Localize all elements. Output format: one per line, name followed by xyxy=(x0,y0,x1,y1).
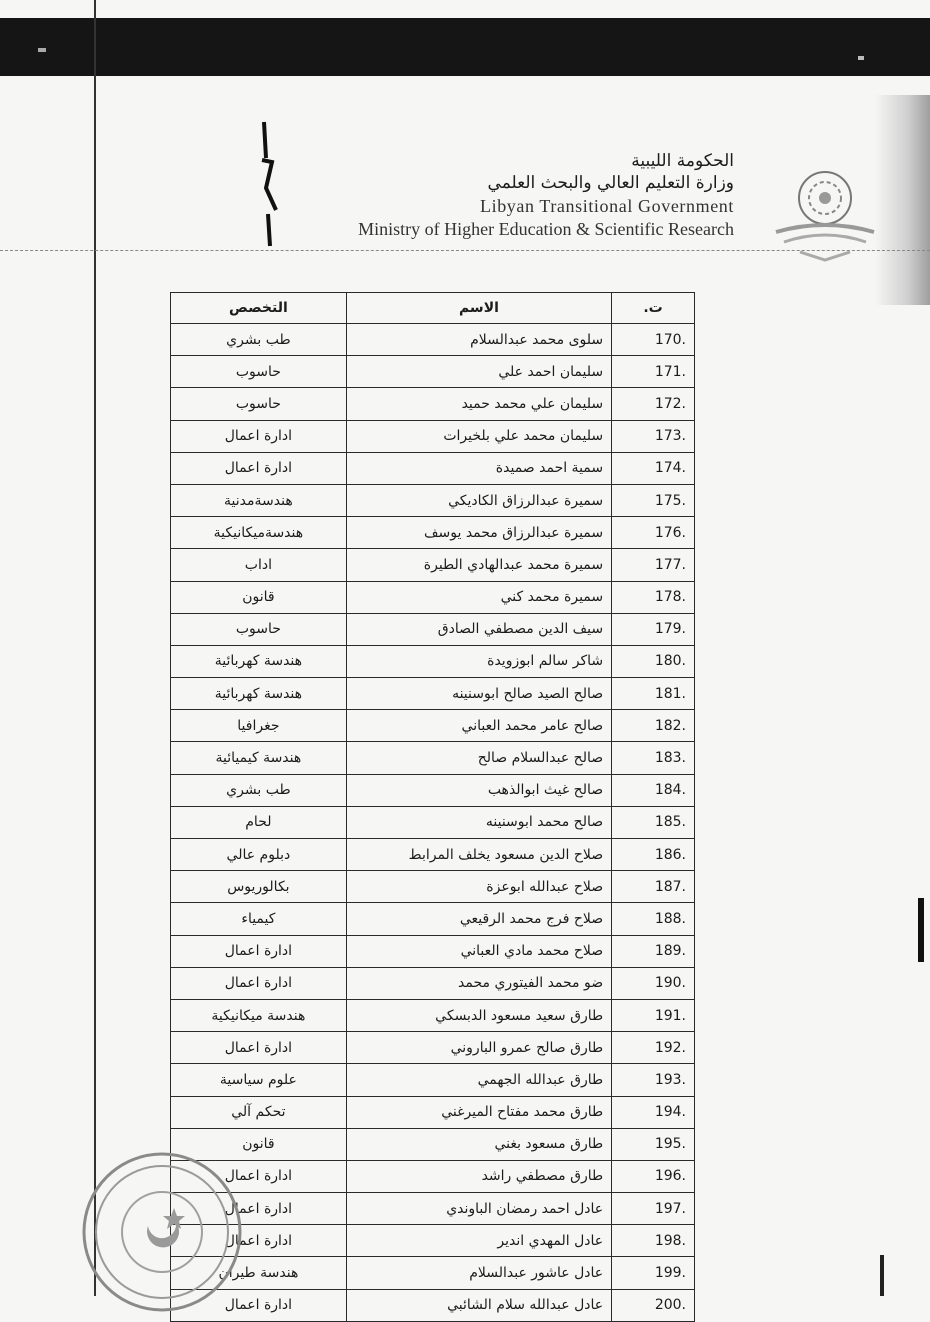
handwritten-mark xyxy=(258,118,280,248)
row-number: 189. xyxy=(612,935,695,967)
row-name: سيف الدين مصطفي الصادق xyxy=(346,613,611,645)
row-specialization: ادارة اعمال xyxy=(171,1160,347,1192)
row-number: 196. xyxy=(612,1160,695,1192)
row-name: عادل عبدالله سلام الشائبي xyxy=(346,1289,611,1321)
row-specialization: هندسةمدنية xyxy=(171,484,347,516)
row-specialization: طب بشري xyxy=(171,774,347,806)
row-number: 177. xyxy=(612,549,695,581)
row-specialization: تحكم آلي xyxy=(171,1096,347,1128)
table-row xyxy=(171,1064,695,1096)
column-header-number: ت. xyxy=(612,293,695,324)
row-specialization: هندسة كهربائية xyxy=(171,678,347,710)
table-header-row xyxy=(171,293,695,324)
letterhead xyxy=(358,150,734,240)
table-row xyxy=(171,1096,695,1128)
table-row xyxy=(171,967,695,999)
table-row xyxy=(171,935,695,967)
table-row xyxy=(171,710,695,742)
row-number: 170. xyxy=(612,324,695,356)
row-name: ضو محمد الفيتوري محمد xyxy=(346,967,611,999)
row-specialization: حاسوب xyxy=(171,613,347,645)
row-name: صالح غيث ابوالذهب xyxy=(346,774,611,806)
row-number: 180. xyxy=(612,645,695,677)
scan-margin-line xyxy=(94,0,96,1296)
row-specialization: ادارة اعمال xyxy=(171,1289,347,1321)
table-row xyxy=(171,774,695,806)
row-specialization: بكالوريوس xyxy=(171,871,347,903)
table-row xyxy=(171,806,695,838)
table-row xyxy=(171,999,695,1031)
row-specialization: علوم سياسية xyxy=(171,1064,347,1096)
column-header-specialization: التخصص xyxy=(171,293,347,324)
row-number: 190. xyxy=(612,967,695,999)
column-header-name: الاسم xyxy=(346,293,611,324)
row-specialization: اداب xyxy=(171,549,347,581)
scan-top-bar xyxy=(0,18,930,76)
table-row xyxy=(171,1289,695,1321)
row-specialization: هندسةميكانيكية xyxy=(171,517,347,549)
row-specialization: ادارة اعمال xyxy=(171,452,347,484)
table-row xyxy=(171,1193,695,1225)
english-government: Libyan Transitional Government xyxy=(480,196,734,216)
row-specialization: ادارة اعمال xyxy=(171,420,347,452)
row-name: سليمان احمد علي xyxy=(346,356,611,388)
row-name: طارق عبدالله الجهمي xyxy=(346,1064,611,1096)
row-specialization: ادارة اعمال xyxy=(171,1225,347,1257)
table-row xyxy=(171,1257,695,1289)
table-row xyxy=(171,324,695,356)
scan-edge-mark xyxy=(880,1255,884,1296)
row-number: 171. xyxy=(612,356,695,388)
row-name: سميرة عبدالرزاق الكاديكي xyxy=(346,484,611,516)
row-specialization: ادارة اعمال xyxy=(171,935,347,967)
row-number: 178. xyxy=(612,581,695,613)
row-specialization: ادارة اعمال xyxy=(171,1032,347,1064)
table-row xyxy=(171,1032,695,1064)
row-name: سليمان علي محمد حميد xyxy=(346,388,611,420)
row-specialization: ادارة اعمال xyxy=(171,1193,347,1225)
row-number: 175. xyxy=(612,484,695,516)
row-number: 197. xyxy=(612,1193,695,1225)
table-row xyxy=(171,678,695,710)
row-number: 183. xyxy=(612,742,695,774)
row-name: صلاح فرج محمد الرقيعي xyxy=(346,903,611,935)
scan-edge-shadow xyxy=(875,95,930,305)
row-name: سمية احمد صميدة xyxy=(346,452,611,484)
header-divider xyxy=(0,250,930,251)
table-row xyxy=(171,1128,695,1160)
row-name: طارق مسعود بغني xyxy=(346,1128,611,1160)
row-number: 193. xyxy=(612,1064,695,1096)
table-row xyxy=(171,356,695,388)
row-name: صالح محمد ابوسنينه xyxy=(346,806,611,838)
row-name: صلاح الدين مسعود يخلف المرابط xyxy=(346,839,611,871)
table-row xyxy=(171,871,695,903)
table-row xyxy=(171,420,695,452)
row-specialization: كيمياء xyxy=(171,903,347,935)
row-specialization: قانون xyxy=(171,581,347,613)
row-number: 192. xyxy=(612,1032,695,1064)
row-name: طارق مصطفي راشد xyxy=(346,1160,611,1192)
scan-speck xyxy=(858,56,864,60)
row-name: صلاح محمد مادي العباني xyxy=(346,935,611,967)
row-number: 185. xyxy=(612,806,695,838)
table-row xyxy=(171,839,695,871)
row-number: 181. xyxy=(612,678,695,710)
names-table xyxy=(170,292,695,1322)
official-stamp xyxy=(78,1148,246,1316)
row-specialization: دبلوم عالي xyxy=(171,839,347,871)
row-number: 174. xyxy=(612,452,695,484)
row-number: 176. xyxy=(612,517,695,549)
row-number: 195. xyxy=(612,1128,695,1160)
row-specialization: قانون xyxy=(171,1128,347,1160)
row-number: 191. xyxy=(612,999,695,1031)
row-name: عادل عاشور عبدالسلام xyxy=(346,1257,611,1289)
row-number: 188. xyxy=(612,903,695,935)
row-name: صالح عبدالسلام صالح xyxy=(346,742,611,774)
table-row xyxy=(171,1160,695,1192)
table-row xyxy=(171,388,695,420)
row-name: سليمان محمد علي بلخيرات xyxy=(346,420,611,452)
row-number: 187. xyxy=(612,871,695,903)
table-row xyxy=(171,484,695,516)
table-row xyxy=(171,613,695,645)
row-number: 194. xyxy=(612,1096,695,1128)
scan-speck xyxy=(38,48,46,52)
row-name: سميرة محمد عبدالهادي الطيرة xyxy=(346,549,611,581)
row-name: سميرة عبدالرزاق محمد يوسف xyxy=(346,517,611,549)
table-row xyxy=(171,549,695,581)
table-body xyxy=(171,324,695,1322)
row-number: 179. xyxy=(612,613,695,645)
row-number: 184. xyxy=(612,774,695,806)
row-specialization: طب بشري xyxy=(171,324,347,356)
row-name: صلاح عبدالله ابوعزة xyxy=(346,871,611,903)
row-specialization: حاسوب xyxy=(171,388,347,420)
row-name: شاكر سالم ابوزويدة xyxy=(346,645,611,677)
row-specialization: هندسة كيميائية xyxy=(171,742,347,774)
scan-edge-mark xyxy=(918,898,924,962)
row-number: 173. xyxy=(612,420,695,452)
row-number: 198. xyxy=(612,1225,695,1257)
arabic-ministry: وزارة التعليم العالي والبحث العلمي xyxy=(487,173,734,193)
row-name: صالح عامر محمد العباني xyxy=(346,710,611,742)
row-number: 186. xyxy=(612,839,695,871)
row-specialization: ادارة اعمال xyxy=(171,967,347,999)
ministry-logo xyxy=(770,160,880,270)
row-specialization: جغرافيا xyxy=(171,710,347,742)
table-row xyxy=(171,742,695,774)
table-row xyxy=(171,581,695,613)
row-number: 199. xyxy=(612,1257,695,1289)
row-specialization: هندسة ميكانيكية xyxy=(171,999,347,1031)
row-number: 182. xyxy=(612,710,695,742)
row-specialization: لحام xyxy=(171,806,347,838)
row-specialization: هندسة كهربائية xyxy=(171,645,347,677)
table-row xyxy=(171,517,695,549)
row-number: 200. xyxy=(612,1289,695,1321)
row-name: طارق محمد مفتاح الميرغني xyxy=(346,1096,611,1128)
table-row xyxy=(171,903,695,935)
row-name: سميرة محمد كني xyxy=(346,581,611,613)
table-row xyxy=(171,452,695,484)
english-ministry: Ministry of Higher Education & Scientific Research xyxy=(358,219,734,239)
row-number: 172. xyxy=(612,388,695,420)
row-specialization: حاسوب xyxy=(171,356,347,388)
row-name: سلوى محمد عبدالسلام xyxy=(346,324,611,356)
table-row xyxy=(171,1225,695,1257)
row-name: صالح الصيد صالح ابوسنينه xyxy=(346,678,611,710)
arabic-government: الحكومة الليبية xyxy=(631,151,734,171)
row-specialization: هندسة طيران xyxy=(171,1257,347,1289)
row-name: طارق صالح عمرو الباروني xyxy=(346,1032,611,1064)
table-row xyxy=(171,645,695,677)
row-name: طارق سعيد مسعود الدبسكي xyxy=(346,999,611,1031)
row-name: عادل احمد رمضان الباوندي xyxy=(346,1193,611,1225)
row-name: عادل المهدي اندير xyxy=(346,1225,611,1257)
